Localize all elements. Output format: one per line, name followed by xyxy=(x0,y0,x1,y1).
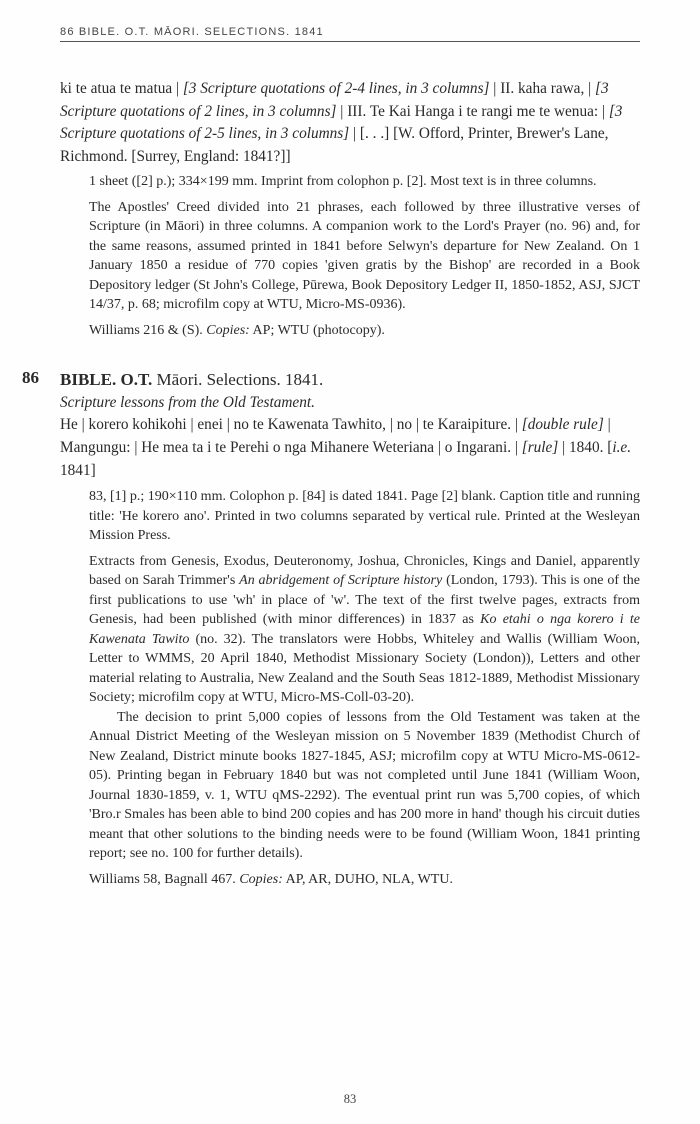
text-run: | Mangungu: | He mea ta i te Perehi o nga Mihanere Weteriana | o Ingarani. | xyxy=(60,416,611,456)
collation-note: 1 sheet ([2] p.); 334×199 mm. Imprint from colophon p. [2]. Most text is in three columns. xyxy=(89,174,597,190)
text-run: Williams 58, Bagnall 467. xyxy=(89,871,240,887)
entry-86-transcription xyxy=(60,414,640,482)
entry-85-continuation xyxy=(60,78,640,340)
text-run: ki te atua te matua | xyxy=(60,80,183,97)
text-run: Williams 216 & (S). xyxy=(89,322,207,338)
page-number: 83 xyxy=(343,1092,357,1106)
entry-86 xyxy=(22,368,641,889)
italic-run: [rule] xyxy=(521,438,559,456)
description-note: The Apostles' Creed divided into 21 phrases, each followed by three illustrative verses of Scripture (in Māori) in three columns. A companion work to the Lord's Prayer (no. 96) and, for the same reasons, assumed printed in 1841 before Selwyn's departure for New Zealand. On 1 January 1850 a residue of 770 copies 'given gratis by the Bishop' are recorded in a Book Depository ledger (St John's College, Pūrewa, Book Depository Ledger II, 1850-1852, ASJ, SJCT 14/37, p. 68; microfilm copy at WTU, Micro-MS-0936). xyxy=(89,199,640,313)
text-run: | II. kaha rawa, | xyxy=(489,80,595,97)
text-run: | 1840. [ xyxy=(558,438,613,456)
copies-note xyxy=(89,321,640,341)
italic-run: Copies: xyxy=(206,322,250,338)
entry-85-notes xyxy=(89,172,640,340)
running-head: 86 BIBLE. O.T. MĀORI. SELECTIONS. 1841 xyxy=(60,26,640,42)
text-run: (London, 1793). This is one of the first publications to use 'wh' in place of 'w'. The text of the first twelve pages, extracts from Genesis, had been published (with minor differences) in 1837 as xyxy=(89,573,640,628)
entry-85-transcription xyxy=(60,78,640,168)
text-run: Extracts from Genesis, Exodus, Deuteronomy, Joshua, Chronicles, Kings and Daniel, apparently based on Sarah Trimmer's xyxy=(89,553,640,589)
text-run: He | korero kohikohi | enei | no te Kawenata Tawhito, | no | te Karaipiture. | xyxy=(60,416,522,434)
entry-number: 86 xyxy=(22,368,39,388)
text-run: (no. 32). The translators were Hobbs, Whiteley and Wallis (William Woon, Letter to WMMS, 20 April 1840, Methodist Missionary Society (London)), Letters and other material relating to Australia, New Zealand and the South Seas 1812-1889, Methodist Missionary Society; microfilm copy at WTU, Micro-MS-Coll-03-20). xyxy=(89,631,640,706)
italic-run: [3 Scripture quotations of 2-5 lines, in 3 columns] xyxy=(60,102,623,143)
italic-run: [3 Scripture quotations of 2-4 lines, in 3 columns] xyxy=(182,80,490,97)
text-run: AP, AR, DUHO, NLA, WTU. xyxy=(282,871,453,887)
entry-title: Scripture lessons from the Old Testament. xyxy=(60,394,315,412)
italic-run: Copies: xyxy=(239,871,283,887)
heading-run: Māori. Selections. 1841. xyxy=(152,370,324,390)
page-content xyxy=(22,78,641,895)
text-run: | [. . .] [W. Offord, Printer, Brewer's Lane, Richmond. [Surrey, England: 1841?]] xyxy=(60,125,609,165)
italic-run: [3 Scripture quotations of 2 lines, in 3 columns] xyxy=(60,80,609,120)
printing-note: The decision to print 5,000 copies of lessons from the Old Testament was taken at the Annual District Meeting of the Wesleyan mission on 5 November 1839 (Methodist Church of New Zealand, District minute books 1827-1845, ASJ; microfilm copy at WTU Micro-MS-0612-05). Printing began in February 1840 but was not completed until June 1841 (William Woon, Journal 1830-1859, v. 1, WTU qMS-2292). The eventual print run was 5,700 copies, of which 'Bro.r Smales has been able to bind 200 copies and has 200 more in hand' though his circuit duties meant that other solutions to the binding needs were to be found (William Woon, 1841 printing report; see no. 100 for further details). xyxy=(89,709,640,862)
copies-note xyxy=(89,870,640,890)
text-run: AP; WTU (photocopy). xyxy=(249,322,385,338)
italic-run: An abridgement of Scripture history xyxy=(239,573,443,589)
collation-note: 83, [1] p.; 190×110 mm. Colophon p. [84] is dated 1841. Page [2] blank. Caption title and running title: 'He korero ano'. Printed in two columns separated by vertical rule. Printed at the Wesleyan Mission Press. xyxy=(89,489,640,544)
contents-note xyxy=(89,552,640,708)
text-run: | III. Te Kai Hanga i te rangi me te wenua: | xyxy=(336,102,609,120)
entry-86-notes xyxy=(89,487,640,889)
heading-bold-run: BIBLE. O.T. xyxy=(60,370,153,390)
italic-run: i.e. xyxy=(612,438,632,456)
text-run: 1841] xyxy=(60,461,96,479)
italic-run: Ko etahi o nga korero i te Kawenata Tawito xyxy=(89,612,641,647)
entry-heading xyxy=(60,368,640,392)
italic-run: [double rule] xyxy=(521,416,604,434)
